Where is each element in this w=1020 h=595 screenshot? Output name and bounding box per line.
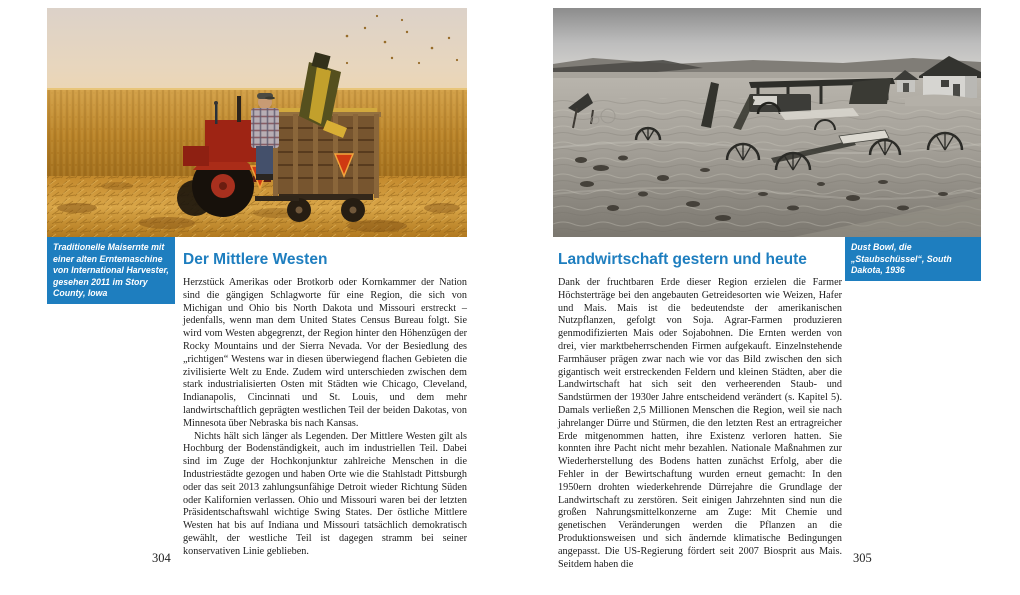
body-text-right xyxy=(558,277,842,571)
corn-harvest-illustration xyxy=(47,8,467,237)
page-number-left: 304 xyxy=(152,551,171,565)
page-number-right: 305 xyxy=(853,551,872,565)
corn-harvest-photo xyxy=(47,8,467,237)
dust-bowl-illustration xyxy=(553,8,981,237)
photo-caption-left: Traditionelle Maisernte mit einer alten Erntemaschine von International Harvester, gesehen 2011 im Story County, Iowa xyxy=(47,237,175,304)
photo-caption-right: Dust Bowl, die „Staubschüssel“, South Dakota, 1936 xyxy=(845,237,981,281)
section-heading-left: Der Mittlere Westen xyxy=(183,251,328,268)
dust-bowl-photo xyxy=(553,8,981,237)
paragraph: Dank der fruchtbaren Erde dieser Region erzielen die Farmer Höchsterträge bei den angebauten Getreidesorten wie Weizen, Hafer und Mais. Mais ist die bedeutendste der amerikanischen Nutzpflanzen, gefolgt von Soja. Agrar-Farmen produzieren genmodifizierten Mais oder Sojabohnen. Die Ernten werden von drei, vier marktbeherrschenden Firmen aufgekauft. Einzelnstehende Farmhäuser prägen zwar nach wie vor das Bild zwischen den sich gigantisch weit erstreckenden Feldern und kleinen Städten, aber die Landwirtschaft hat sich seit den verheerenden Staub- und Sandstürmen der 1930er Jahre entscheidend verändert (s. Kapitel 5). Damals verließen 2,5 Millionen Menschen die Region, weil sie nach jahrelanger Dürre und Stürmen, die den letzten Rest an ertragreicher Erde mitgenommen hatten, ihre Existenz verloren hatten. Sie konnten ihre Pacht nicht mehr bezahlen. Nationale Maßnahmen zur Wiederherstellung des Bodens hatten zunächst Erfolg, aber die Fehler in der Bewirtschaftung wurden erneut gemacht: In den 1950ern drohten wiederkehrende Dürrejahre die Grundlage der Landwirtschaft zu zerstören. Seit einigen Jahrzehnten sind nun die großen Nahrungsmittelkonzerne am Zuge: Mit Chemie und genetischen Veränderungen werden die Pflanzen an die Produktionsweisen und sich ändernde klimatische Bedingungen angepasst. Die US-Regierung fördert seit 2007 Biosprit aus Mais. Seitdem haben die xyxy=(558,277,842,570)
body-text-left xyxy=(183,277,467,559)
section-heading-right: Landwirtschaft gestern und heute xyxy=(558,251,807,268)
paragraph: Herzstück Amerikas oder Brotkorb oder Kornkammer der Nation sind die gängigen Schlagworte für eine Region, die sich von Michigan und Ohio bis North Dakota und Missouri erstreckt – jedenfalls, wenn man dem United States Census Bureau folgt. Sie wird vom Westen abgegrenzt, der Region hinter den Höhenzügen der Rocky Mountains und der Sierra Nevada. Vor der Besiedlung des „richtigen“ Westens war in diesen überwiegend flachen Gebieten die zivilisierte Welt zu Ende. Zudem wird unterschieden zwischen dem stark industrialisierten Osten mit Städten wie Chicago, Cleveland, Indianapolis, Cincinnati und St. Louis, und dem mehr landwirtschaftlich geprägten westlichen Teil der beiden Dakotas, von Minnesota über Nebraska bis nach Kansas. xyxy=(183,277,467,429)
paragraph: Nichts hält sich länger als Legenden. Der Mittlere Westen gilt als Hochburg der Bodenständigkeit, auch im industriellen Teil. Dabei sind im Zuge der Hochkonjunktur zahlreiche Menschen in die Industriestädte gezogen und haben Orte wie die Stahlstadt Pittsburgh oder das seit 2013 zahlungsunfähige Detroit wieder Richtung Süden oder Kalifornien verlassen. Ohio und Missouri waren bei der letzten Präsidentschaftswahl wichtige Swing States. Der östliche Mittlere Westen hat bis auf Indiana und Missouri tatsächlich demokratisch gewählt, der westliche Teil ist dagegen stramm bei seiner konservativen Linie geblieben. xyxy=(183,430,467,557)
